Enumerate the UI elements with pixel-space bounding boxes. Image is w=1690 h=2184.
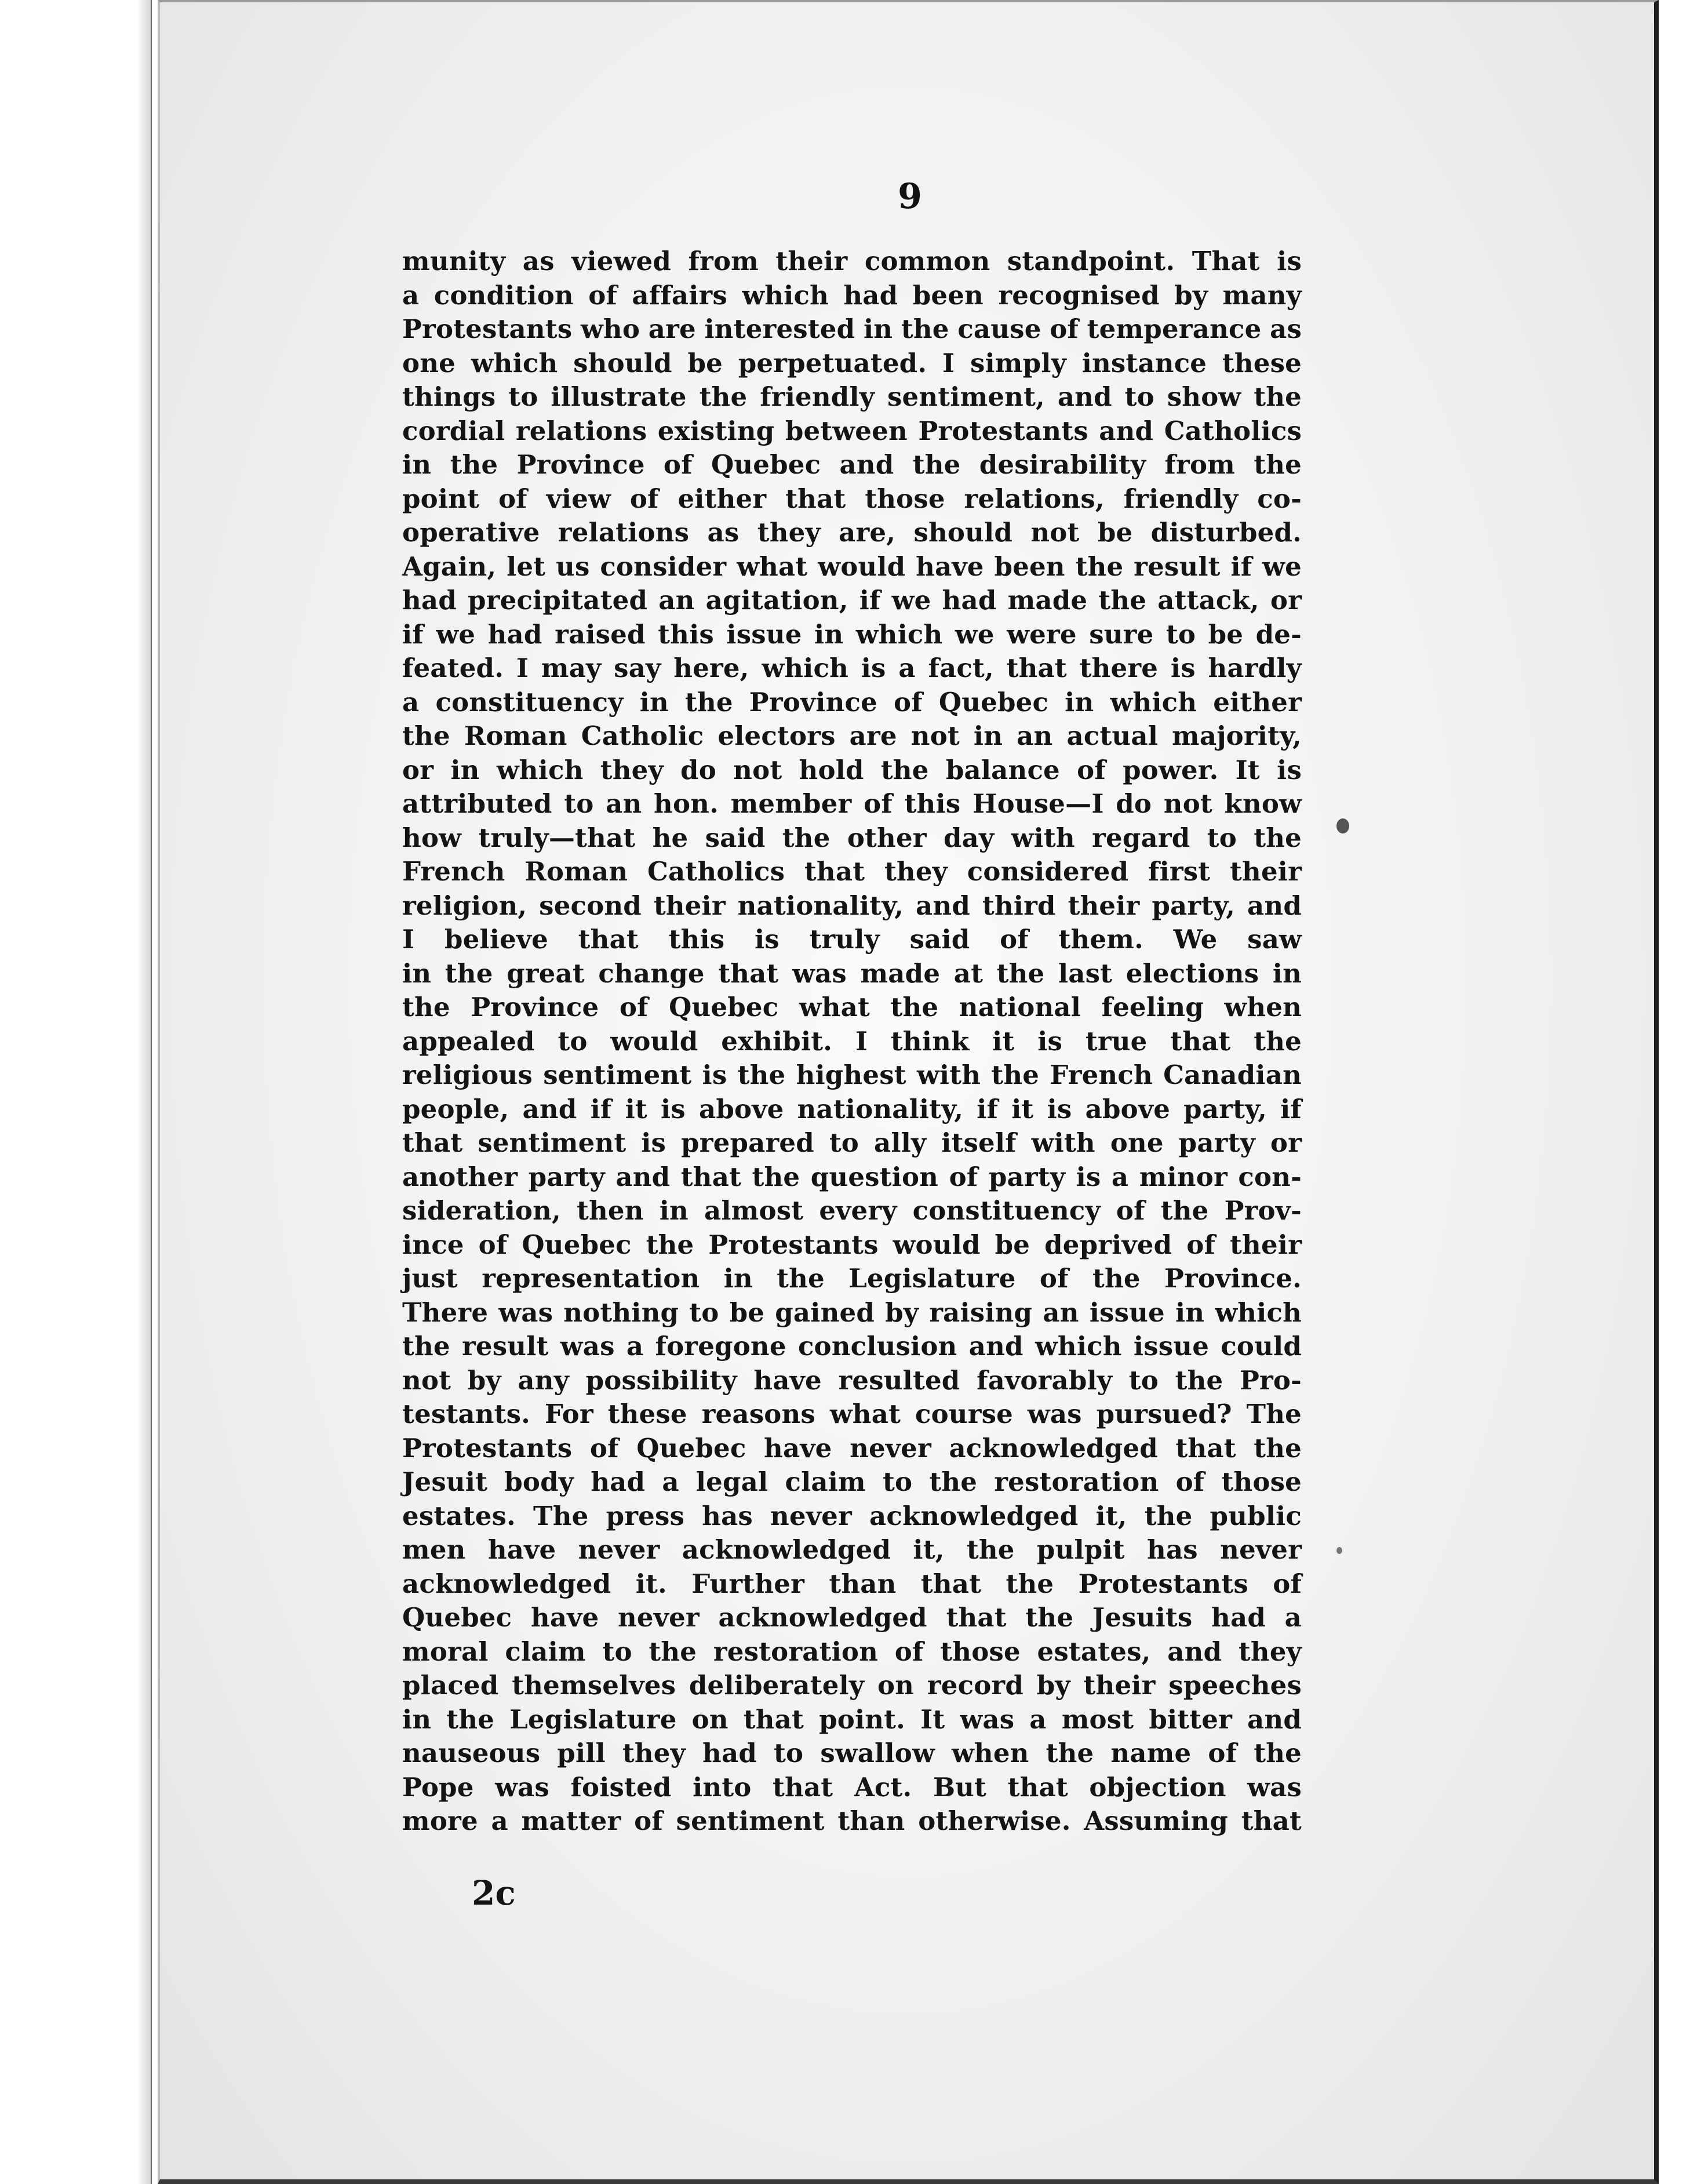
text-line: testants. For these reasons what course was pursued? The — [402, 1399, 1302, 1429]
text-line: in the Province of Quebec and the desirability from the — [402, 449, 1302, 480]
text-line: munity as viewed from their common standpoint. That is — [402, 246, 1302, 276]
text-line: Again, let us consider what would have been the result if we — [402, 551, 1302, 582]
body-text — [402, 245, 1302, 1839]
text-line: men have never acknowledged it, the pulpit has never — [402, 1534, 1302, 1565]
text-line: if we had raised this issue in which we were sure to be de- — [402, 618, 1302, 650]
text-line: attributed to an hon. member of this House—I do not know — [402, 788, 1302, 819]
text-line: Protestants of Quebec have never acknowledged that the — [402, 1432, 1302, 1464]
text-line: religious sentiment is the highest with the French Canadian — [402, 1060, 1302, 1090]
text-line: in the Legislature on that point. It was a most bitter and — [402, 1703, 1302, 1735]
text-line: religion, second their nationality, and third their party, and — [402, 890, 1302, 921]
text-line: acknowledged it. Further than that the Protestants of — [402, 1568, 1302, 1599]
text-line: that sentiment is prepared to ally itself with one party or — [402, 1127, 1302, 1158]
text-line: operative relations as they are, should not be disturbed. — [402, 517, 1302, 548]
text-line: I believe that this is truly said of them. We saw — [402, 924, 1302, 955]
text-line: sideration, then in almost every constituency of the Prov- — [402, 1195, 1302, 1226]
text-line: or in which they do not hold the balance of power. It is — [402, 754, 1302, 785]
text-line: had precipitated an agitation, if we had made the attack, or — [402, 585, 1302, 616]
text-line: Pope was foisted into that Act. But that objection was — [402, 1771, 1302, 1803]
text-line: moral claim to the restoration of those estates, and they — [402, 1636, 1302, 1667]
text-line: just representation in the Legislature of the Province. — [402, 1263, 1302, 1294]
text-line: in the great change that was made at the last elections in — [402, 958, 1302, 989]
text-line: French Roman Catholics that they considered first their — [402, 856, 1302, 887]
binding-edge — [0, 0, 152, 2184]
signature-mark: 2c — [472, 1873, 516, 1913]
text-line: people, and if it is above nationality, if it is above party, if — [402, 1093, 1302, 1124]
text-line: another party and that the question of party is a minor con- — [402, 1161, 1302, 1192]
text-line: Jesuit body had a legal claim to the restoration of those — [402, 1466, 1302, 1497]
text-line: placed themselves deliberately on record by their speeches — [402, 1670, 1302, 1701]
text-line: Protestants who are interested in the cause of temperance as — [402, 314, 1302, 344]
text-line: feated. I may say here, which is a fact, that there is hardly — [402, 653, 1302, 683]
text-line: not by any possibility have resulted favorably to the Pro- — [402, 1364, 1302, 1396]
text-line: the result was a foregone conclusion and which issue could — [402, 1331, 1302, 1362]
ink-speck — [1336, 1547, 1342, 1554]
text-line: more a matter of sentiment than otherwise. Assuming that — [402, 1806, 1302, 1836]
text-line: nauseous pill they had to swallow when the name of the — [402, 1738, 1302, 1768]
text-line: point of view of either that those relations, friendly co- — [402, 483, 1302, 514]
text-line: the Roman Catholic electors are not in an actual majority, — [402, 720, 1302, 751]
text-line: There was nothing to be gained by raising an issue in which — [402, 1297, 1302, 1328]
text-line: estates. The press has never acknowledged it, the public — [402, 1500, 1302, 1531]
text-line: cordial relations existing between Protestants and Catholics — [402, 415, 1302, 446]
text-line: one which should be perpetuated. I simply instance these — [402, 347, 1302, 378]
scanned-page — [158, 0, 1659, 2184]
text-line: a condition of affairs which had been recognised by many — [402, 279, 1302, 311]
text-line: appealed to would exhibit. I think it is true that the — [402, 1025, 1302, 1057]
ink-speck — [1336, 818, 1349, 833]
text-line: things to illustrate the friendly sentiment, and to show the — [402, 381, 1302, 412]
page-number: 9 — [898, 176, 923, 217]
text-line: the Province of Quebec what the national feeling when — [402, 992, 1302, 1022]
text-line: how truly—that he said the other day with regard to the — [402, 822, 1302, 853]
text-line: ince of Quebec the Protestants would be deprived of their — [402, 1229, 1302, 1260]
text-line: a constituency in the Province of Quebec in which either — [402, 686, 1302, 718]
text-line: Quebec have never acknowledged that the Jesuits had a — [402, 1602, 1302, 1633]
binding-shadow — [137, 0, 151, 2184]
